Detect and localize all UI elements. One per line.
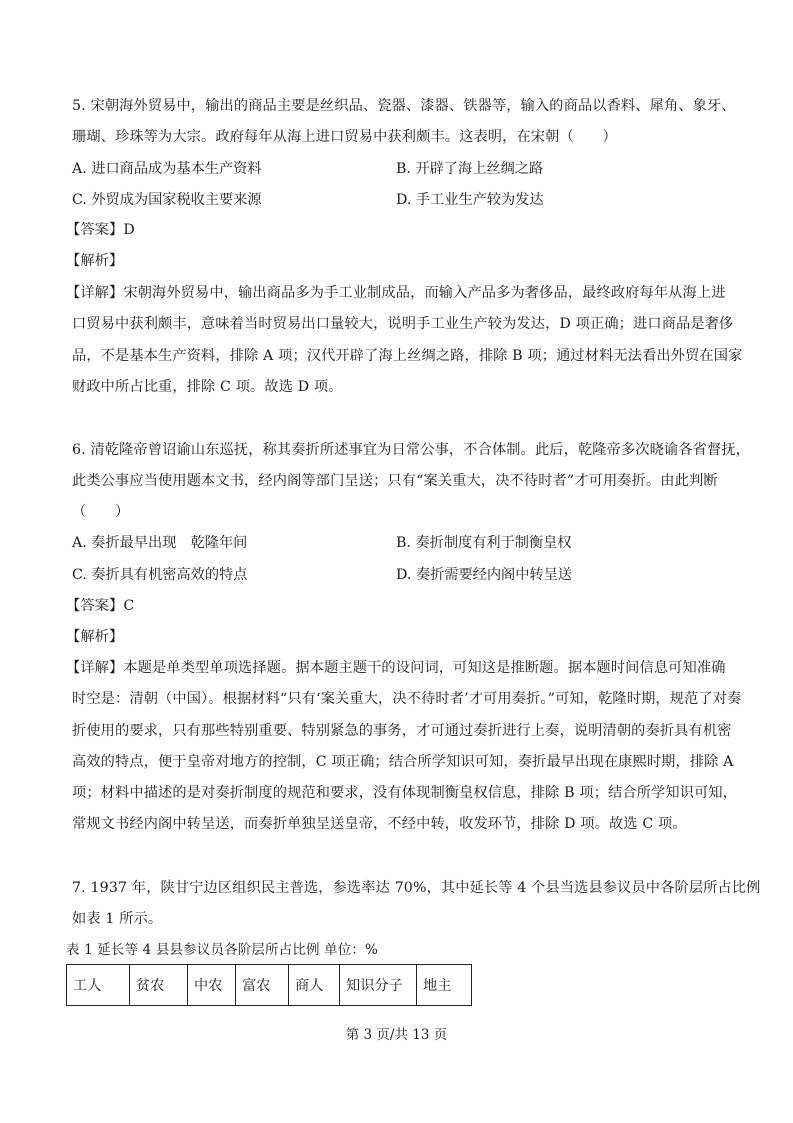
- q7-stem-line-2: 如表 1 所示。: [72, 911, 163, 927]
- table-header-cell: 工人: [67, 965, 130, 1006]
- q5-option-a: A. 进口商品成为基本生产资料: [72, 161, 262, 177]
- q6-detail-line-4: 高效的特点，便于皇帝对地方的控制，C 项正确；结合所学知识可知，奏折最早出现在康熙时期，排除 A: [72, 754, 734, 770]
- table-header-cell: 地主: [417, 965, 472, 1006]
- q6-stem-line-3: （ ）: [72, 504, 130, 520]
- q5-option-c: C. 外贸成为国家税收主要来源: [72, 192, 262, 208]
- page-footer: 第 3 页/共 13 页: [345, 1027, 448, 1043]
- q5-option-b: B. 开辟了海上丝绸之路: [396, 161, 544, 177]
- table-header-cell: 知识分子: [340, 965, 417, 1006]
- q6-detail-line-2: 时空是：清朝（中国）。根据材料“只有‘案关重大，决不待时者’才可用奏折。”可知，乾隆时期，规范了对奏: [72, 691, 742, 707]
- q5-detail-line-2: 口贸易中获利颇丰，意味着当时贸易出口量较大，说明手工业生产较为发达，D 项正确；进口商品是奢侈: [72, 316, 734, 332]
- q5-stem-line-2: 珊瑚、珍珠等为大宗。政府每年从海上进口贸易中获利颇丰。这表明，在宋朝（ ）: [72, 129, 617, 145]
- q5-stem-line-1: 5. 宋朝海外贸易中，输出的商品主要是丝织品、瓷器、漆器、铁器等，输入的商品以香料、犀角、象牙、: [72, 98, 736, 114]
- table-header-cell: 商人: [289, 965, 340, 1006]
- ratio-table: [66, 964, 472, 1006]
- q5-detail-line-3: 品，不是基本生产资料，排除 A 项；汉代开辟了海上丝绸之路，排除 B 项；通过材料无法看出外贸在国家: [72, 348, 743, 364]
- table-header-cell: 贫农: [130, 965, 188, 1006]
- q5-detail-line-1: 【详解】宋朝海外贸易中，输出商品多为手工业制成品，而输入产品多为奢侈品，最终政府每年从海上进: [66, 285, 726, 301]
- q6-detail-line-6: 常规文书经内阁中转呈送，而奏折单独呈送皇帝，不经中转，收发环节，排除 D 项。故选 C 项。: [72, 816, 687, 832]
- table-header-cell: 富农: [236, 965, 289, 1006]
- q5-analysis-label: 【解析】: [66, 253, 124, 269]
- q6-detail-line-5: 项；材料中描述的是对奏折制度的规范和要求，没有体现制衡皇权信息，排除 B 项；结合所学知识可知，: [72, 785, 738, 801]
- q5-detail-line-4: 财政中所占比重，排除 C 项。故选 D 项。: [72, 379, 343, 395]
- q7-stem-line-1: 7. 1937 年，陕甘宁边区组织民主普选，参选率达 70%，其中延长等 4 个县当选县参议员中各阶层所占比例: [72, 880, 761, 896]
- q6-option-a: A. 奏折最早出现 乾隆年间: [72, 535, 248, 551]
- q6-option-d: D. 奏折需要经内阁中转呈送: [396, 567, 572, 583]
- q6-option-b: B. 奏折制度有利于制衡皇权: [396, 535, 572, 551]
- q6-stem-line-2: 此类公事应当使用题本文书，经内阁等部门呈送；只有“案关重大，决不待时者”才可用奏折。由此判断: [72, 473, 718, 489]
- q6-answer: 【答案】C: [66, 598, 135, 614]
- table-header-row: [67, 965, 472, 1006]
- q6-detail-line-1: 【详解】本题是单类型单项选择题。据本题主题干的设问词，可知这是推断题。据本题时间信息可知准确: [66, 660, 726, 676]
- q6-detail-line-3: 折使用的要求，只有那些特别重要、特别紧急的事务，才可通过奏折进行上奏，说明清朝的奏折具有机密: [72, 723, 732, 739]
- q5-option-d: D. 手工业生产较为发达: [396, 192, 544, 208]
- table-caption: 表 1 延长等 4 县县参议员各阶层所占比例 单位：%: [66, 942, 379, 958]
- q6-option-c: C. 奏折具有机密高效的特点: [72, 567, 248, 583]
- q6-stem-line-1: 6. 清乾隆帝曾诏谕山东巡抚，称其奏折所述事宜为日常公事，不合体制。此后，乾隆帝多次晓谕各省督抚，: [72, 442, 751, 458]
- table-header-cell: 中农: [188, 965, 236, 1006]
- q5-answer: 【答案】D: [66, 222, 135, 238]
- q6-analysis-label: 【解析】: [66, 629, 124, 645]
